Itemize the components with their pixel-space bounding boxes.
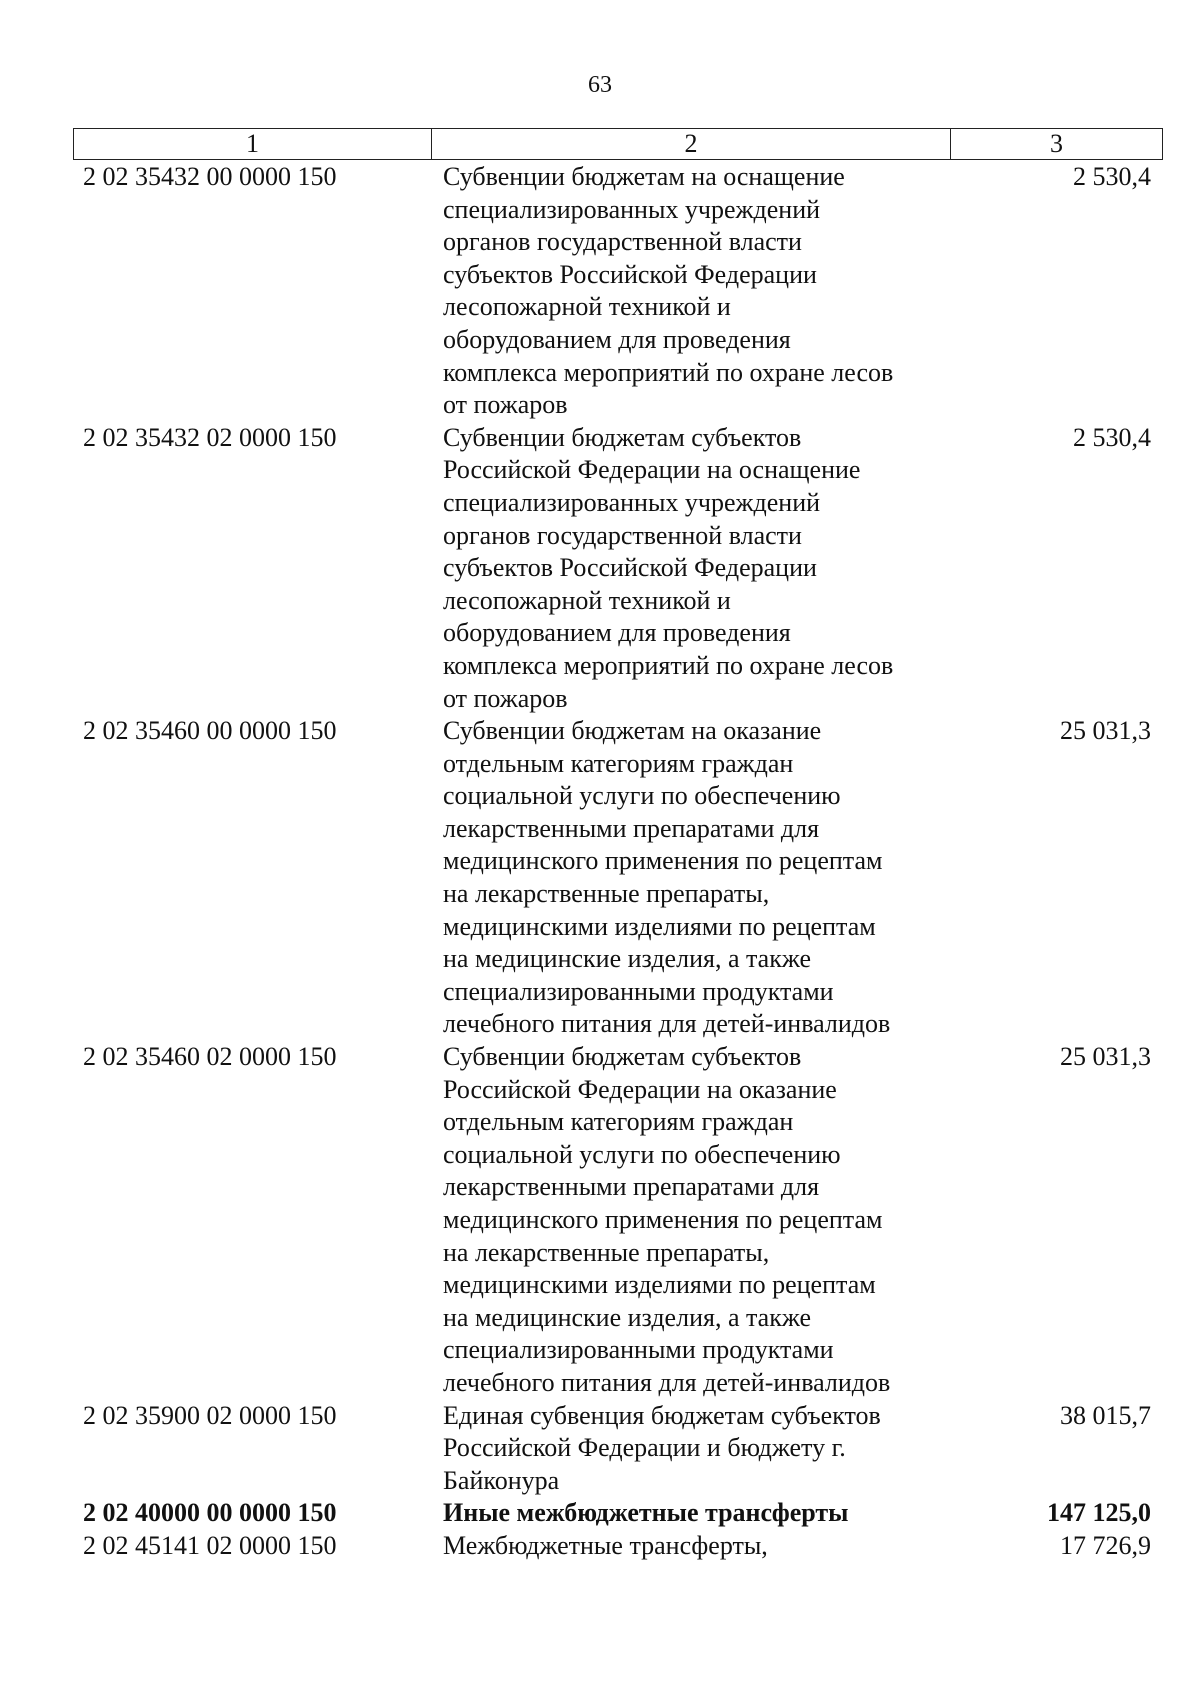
table-row (73, 1400, 1163, 1498)
table-row (73, 1530, 1163, 1563)
description-line: лекарственными препаратами для (443, 1172, 820, 1202)
item-description (431, 161, 950, 422)
description-line: субъектов Российской Федерации (443, 553, 817, 583)
description-line: специализированными продуктами (443, 1335, 834, 1365)
description-line: Российской Федерации на оснащение (443, 455, 861, 485)
description-line: лечебного питания для детей-инвалидов (443, 1009, 891, 1039)
description-line: на медицинские изделия, а также (443, 944, 811, 974)
budget-code: 2 02 45141 02 0000 150 (83, 1530, 337, 1560)
description-line: от пожаров (443, 390, 568, 420)
description-line: Единая субвенция бюджетам субъектов (443, 1400, 881, 1430)
description-line: лечебного питания для детей-инвалидов (443, 1367, 891, 1397)
description-line: Субвенции бюджетам субъектов (443, 422, 802, 452)
table-header (73, 128, 1163, 160)
page-number: 63 (588, 72, 612, 98)
description-line: отдельным категориям граждан (443, 748, 794, 778)
item-description (431, 1530, 950, 1563)
description-line: Межбюджетные трансферты, (443, 1530, 768, 1560)
item-description (431, 1400, 950, 1498)
item-description (431, 422, 950, 715)
item-description (431, 1497, 950, 1530)
description-line: оборудованием для проведения (443, 618, 791, 648)
description-line: медицинского применения по рецептам (443, 1205, 883, 1234)
table-row (73, 1041, 1163, 1400)
description-line: Субвенции бюджетам на оснащение (443, 162, 845, 191)
header-col-1: 1 (74, 129, 432, 159)
description-line: лесопожарной техникой и (443, 585, 731, 615)
description-line: органов государственной власти (443, 520, 802, 550)
description-line: оборудованием для проведения (443, 324, 791, 354)
table-row (73, 715, 1163, 1041)
table-row (73, 422, 1163, 715)
header-col-3: 3 (1050, 129, 1063, 158)
description-line: Байконура (443, 1465, 560, 1495)
description-line: социальной услуги по обеспечению (443, 781, 841, 811)
description-line: Российской Федерации на оказание (443, 1074, 837, 1104)
description-line: Субвенции бюджетам на оказание (443, 716, 822, 746)
budget-code: 2 02 35460 00 0000 150 (83, 716, 337, 746)
description-line: комплекса мероприятий по охране лесов (443, 357, 894, 387)
table-body (73, 161, 1163, 1563)
description-line: органов государственной власти (443, 227, 802, 257)
budget-code: 2 02 35432 02 0000 150 (83, 422, 337, 452)
description-line: специализированных учреждений (443, 487, 821, 517)
budget-code: 2 02 35900 02 0000 150 (83, 1400, 337, 1430)
item-description (431, 715, 950, 1041)
description-line: социальной услуги по обеспечению (443, 1139, 841, 1169)
amount: 147 125,0 (1047, 1498, 1151, 1528)
amount: 17 726,9 (1060, 1530, 1151, 1560)
header-col-2: 2 (432, 129, 951, 159)
description-line: комплекса мероприятий по охране лесов (443, 650, 894, 680)
amount: 2 530,4 (1073, 422, 1151, 452)
description-line: лекарственными препаратами для (443, 813, 820, 843)
description-line: медицинскими изделиями по рецептам (443, 911, 876, 941)
amount: 25 031,3 (1060, 1042, 1151, 1072)
budget-code: 2 02 35432 00 0000 150 (83, 162, 337, 191)
amount: 2 530,4 (1073, 162, 1151, 191)
budget-code: 2 02 35460 02 0000 150 (83, 1042, 337, 1072)
description-line: лесопожарной техникой и (443, 292, 731, 322)
description-line: субъектов Российской Федерации (443, 259, 817, 289)
table-row (73, 161, 1163, 422)
description-line: от пожаров (443, 683, 568, 713)
description-line: специализированных учреждений (443, 194, 821, 224)
description-line: Российской Федерации и бюджету г. (443, 1433, 846, 1463)
description-line: Иные межбюджетные трансферты (443, 1498, 849, 1528)
table-row (73, 1497, 1163, 1530)
amount: 25 031,3 (1060, 716, 1151, 746)
description-line: Субвенции бюджетам субъектов (443, 1042, 802, 1072)
description-line: медицинского применения по рецептам (443, 846, 883, 876)
description-line: отдельным категориям граждан (443, 1107, 794, 1137)
budget-code: 2 02 40000 00 0000 150 (83, 1498, 337, 1528)
description-line: на медицинские изделия, а также (443, 1302, 811, 1332)
description-line: медицинскими изделиями по рецептам (443, 1270, 876, 1300)
description-line: специализированными продуктами (443, 976, 834, 1006)
item-description (431, 1041, 950, 1400)
description-line: на лекарственные препараты, (443, 1237, 770, 1267)
amount: 38 015,7 (1060, 1400, 1151, 1430)
description-line: на лекарственные препараты, (443, 879, 770, 909)
